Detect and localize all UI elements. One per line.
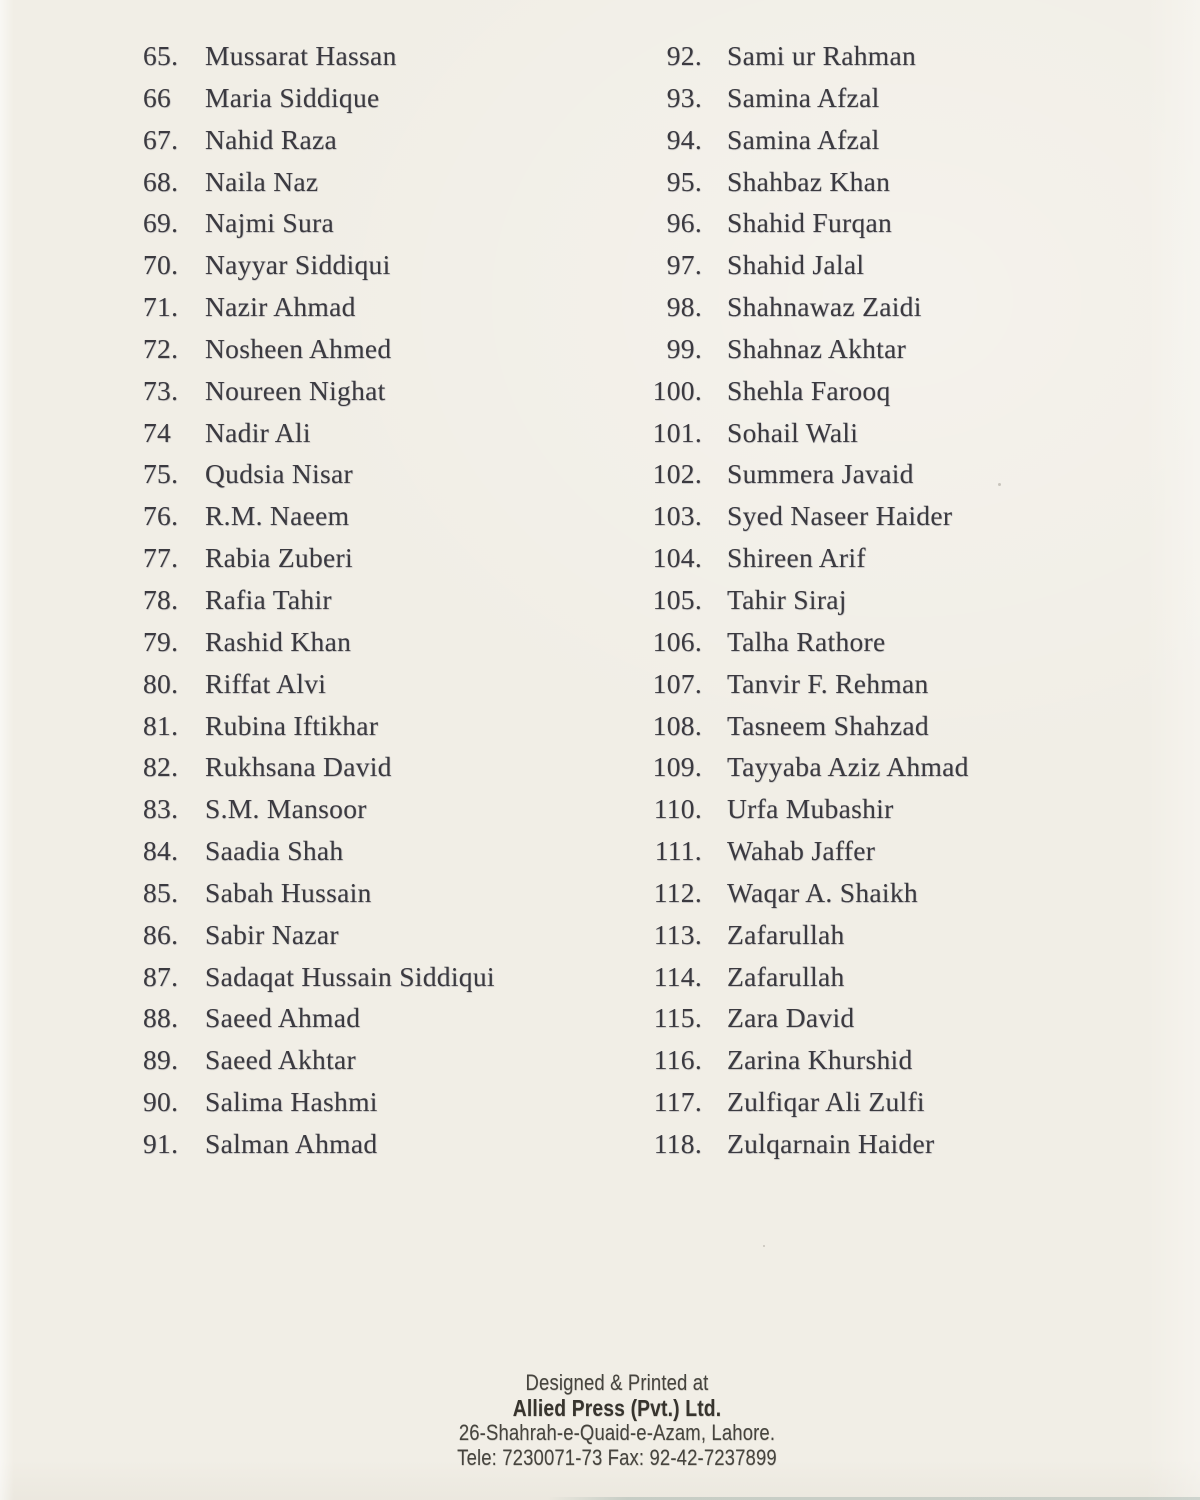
list-item <box>143 663 495 705</box>
item-number: 72. <box>143 332 179 364</box>
list-item <box>648 1081 969 1123</box>
item-number: 68. <box>143 165 179 197</box>
item-name: Samina Afzal <box>727 123 880 155</box>
item-name: Naila Naz <box>205 165 319 197</box>
item-name: Zulqarnain Haider <box>727 1127 935 1159</box>
list-item <box>648 119 969 161</box>
footer-press-address: 26-Shahrah-e-Quaid-e-Azam, Lahore. <box>458 1419 776 1445</box>
item-number: 109. <box>652 751 702 783</box>
item-name: Nazir Ahmad <box>205 291 356 323</box>
list-item <box>648 1039 969 1081</box>
list-item <box>143 119 495 161</box>
item-name: Shahid Furqan <box>727 207 893 239</box>
item-number: 110. <box>653 793 702 825</box>
item-number: 91. <box>143 1127 179 1159</box>
list-item <box>143 914 495 956</box>
list-item <box>143 244 495 286</box>
list-item <box>648 956 969 998</box>
item-name: Rukhsana David <box>205 751 392 783</box>
item-name: Rubina Iftikhar <box>205 709 379 741</box>
paper-speck <box>763 1245 765 1247</box>
item-number: 95. <box>666 165 702 197</box>
item-number: 106. <box>652 625 702 657</box>
item-name: Summera Javaid <box>727 458 914 490</box>
item-number: 112. <box>653 876 702 908</box>
item-number: 71. <box>143 291 179 323</box>
list-item <box>143 161 495 203</box>
item-number: 82. <box>143 751 179 783</box>
list-item <box>648 830 969 872</box>
item-number: 103. <box>652 500 702 532</box>
item-name: Maria Siddique <box>205 81 380 113</box>
item-name: Salima Hashmi <box>205 1086 378 1118</box>
item-number: 116. <box>653 1044 702 1076</box>
item-name: Zulfiqar Ali Zulfi <box>727 1086 925 1118</box>
list-item <box>648 161 969 203</box>
item-number: 85. <box>143 876 179 908</box>
item-number: 113. <box>653 918 702 950</box>
item-number: 92. <box>666 40 702 71</box>
item-name: Shahnaz Akhtar <box>727 332 907 364</box>
item-name: S.M. Mansoor <box>205 793 367 825</box>
paper-speck <box>998 483 1001 486</box>
list-item <box>143 1081 495 1123</box>
item-name: Rafia Tahir <box>205 583 332 615</box>
item-number: 94. <box>666 123 702 155</box>
list-item <box>648 914 969 956</box>
item-name: Syed Naseer Haider <box>727 500 953 532</box>
item-number: 87. <box>143 960 179 992</box>
item-name: Sabir Nazar <box>205 918 339 950</box>
list-item <box>143 1039 495 1081</box>
item-number: 117. <box>653 1086 702 1118</box>
list-item <box>143 788 495 830</box>
item-name: Nadir Ali <box>205 416 311 448</box>
list-item <box>143 35 495 77</box>
item-name: Najmi Sura <box>205 207 335 239</box>
list-item <box>648 328 969 370</box>
item-name: Shahnawaz Zaidi <box>727 291 922 323</box>
item-number: 101. <box>652 416 702 448</box>
list-item <box>143 202 495 244</box>
list-item <box>143 830 495 872</box>
item-name: Sami ur Rahman <box>727 40 917 71</box>
list-item <box>143 537 495 579</box>
item-number: 104. <box>652 542 702 574</box>
item-number: 77. <box>143 542 179 574</box>
list-item <box>648 202 969 244</box>
item-number: 93. <box>666 81 702 113</box>
list-item <box>143 956 495 998</box>
item-name: Salman Ahmad <box>205 1127 378 1159</box>
item-number: 107. <box>652 667 702 699</box>
list-item <box>143 77 495 119</box>
item-name: R.M. Naeem <box>205 500 350 532</box>
item-name: Tahir Siraj <box>727 583 847 615</box>
item-number: 118. <box>653 1127 702 1159</box>
item-name: Tayyaba Aziz Ahmad <box>727 751 969 783</box>
item-number: 67. <box>143 123 179 155</box>
item-number: 100. <box>652 374 702 406</box>
item-number: 115. <box>653 1002 702 1034</box>
list-item <box>143 997 495 1039</box>
item-name: Zarina Khurshid <box>727 1044 913 1076</box>
list-item <box>143 412 495 454</box>
list-item <box>648 705 969 747</box>
list-item <box>143 370 495 412</box>
list-item <box>648 412 969 454</box>
item-name: Sohail Wali <box>727 416 859 448</box>
item-number: 79. <box>143 625 179 657</box>
item-name: Tanvir F. Rehman <box>727 667 929 699</box>
printer-footer <box>17 1371 1200 1471</box>
list-item <box>648 495 969 537</box>
list-item <box>648 621 969 663</box>
list-item <box>143 872 495 914</box>
item-name: Wahab Jaffer <box>727 835 876 867</box>
item-number: 105. <box>652 583 702 615</box>
name-list-right-column <box>648 35 969 1165</box>
item-name: Noureen Nighat <box>205 374 386 406</box>
list-item <box>648 1123 969 1165</box>
item-name: Zafarullah <box>727 960 845 992</box>
list-item <box>143 705 495 747</box>
item-number: 86. <box>143 918 179 950</box>
list-item <box>648 579 969 621</box>
item-number: 88. <box>143 1002 179 1034</box>
item-number: 84. <box>143 835 179 867</box>
list-item <box>143 621 495 663</box>
item-name: Urfa Mubashir <box>727 793 894 825</box>
item-number: 74 <box>143 416 172 448</box>
item-number: 111. <box>654 835 702 867</box>
list-item <box>143 286 495 328</box>
item-number: 98. <box>666 291 702 323</box>
list-item <box>648 663 969 705</box>
item-number: 69. <box>143 207 179 239</box>
list-item <box>648 370 969 412</box>
list-item <box>648 872 969 914</box>
item-number: 80. <box>143 667 179 699</box>
item-number: 102. <box>652 458 702 490</box>
item-name: Saeed Ahmad <box>205 1002 361 1034</box>
name-list-left-column <box>143 35 495 1165</box>
item-number: 90. <box>143 1086 179 1118</box>
list-item <box>648 997 969 1039</box>
item-number: 70. <box>143 249 179 281</box>
item-name: Talha Rathore <box>727 625 886 657</box>
item-number: 76. <box>143 500 179 532</box>
list-item <box>143 746 495 788</box>
item-name: Samina Afzal <box>727 81 880 113</box>
list-item <box>143 453 495 495</box>
item-name: Waqar A. Shaikh <box>727 876 918 908</box>
item-name: Mussarat Hassan <box>205 40 397 71</box>
list-item <box>648 537 969 579</box>
list-item <box>648 453 969 495</box>
item-name: Shireen Arif <box>727 542 866 574</box>
item-number: 89. <box>143 1044 179 1076</box>
list-item <box>648 77 969 119</box>
item-name: Rabia Zuberi <box>205 542 353 574</box>
list-item <box>143 495 495 537</box>
item-number: 73. <box>143 374 179 406</box>
item-number: 97. <box>666 249 702 281</box>
item-name: Zafarullah <box>727 918 845 950</box>
item-number: 99. <box>666 332 702 364</box>
item-number: 81. <box>143 709 179 741</box>
list-item <box>648 35 969 77</box>
item-name: Riffat Alvi <box>205 667 327 699</box>
item-name: Sadaqat Hussain Siddiqui <box>205 960 495 992</box>
item-number: 83. <box>143 793 179 825</box>
item-number: 78. <box>143 583 179 615</box>
footer-press-phone-fax: Tele: 7230071-73 Fax: 92-42-7237899 <box>457 1444 777 1470</box>
item-number: 75. <box>143 458 179 490</box>
list-item <box>648 746 969 788</box>
item-name: Zara David <box>727 1002 855 1034</box>
item-name: Shahbaz Khan <box>727 165 891 197</box>
item-number: 66 <box>143 81 172 113</box>
item-name: Saeed Akhtar <box>205 1044 356 1076</box>
item-number: 96. <box>666 207 702 239</box>
list-item <box>648 244 969 286</box>
item-number: 65. <box>143 40 179 71</box>
footer-press-name: Allied Press (Pvt.) Ltd. <box>512 1394 722 1421</box>
item-name: Saadia Shah <box>205 835 344 867</box>
item-name: Nosheen Ahmed <box>205 332 392 364</box>
item-name: Shahid Jalal <box>727 249 865 281</box>
item-name: Rashid Khan <box>205 625 352 657</box>
item-number: 108. <box>652 709 702 741</box>
item-name: Nahid Raza <box>205 123 338 155</box>
item-name: Nayyar Siddiqui <box>205 249 391 281</box>
list-item <box>648 286 969 328</box>
list-item <box>143 328 495 370</box>
footer-designed-printed-at: Designed & Printed at <box>525 1370 709 1395</box>
item-name: Tasneem Shahzad <box>727 709 929 741</box>
list-item <box>648 788 969 830</box>
item-name: Qudsia Nisar <box>205 458 353 490</box>
list-item <box>143 1123 495 1165</box>
item-number: 114. <box>653 960 702 992</box>
item-name: Shehla Farooq <box>727 374 891 406</box>
list-item <box>143 579 495 621</box>
item-name: Sabah Hussain <box>205 876 372 908</box>
